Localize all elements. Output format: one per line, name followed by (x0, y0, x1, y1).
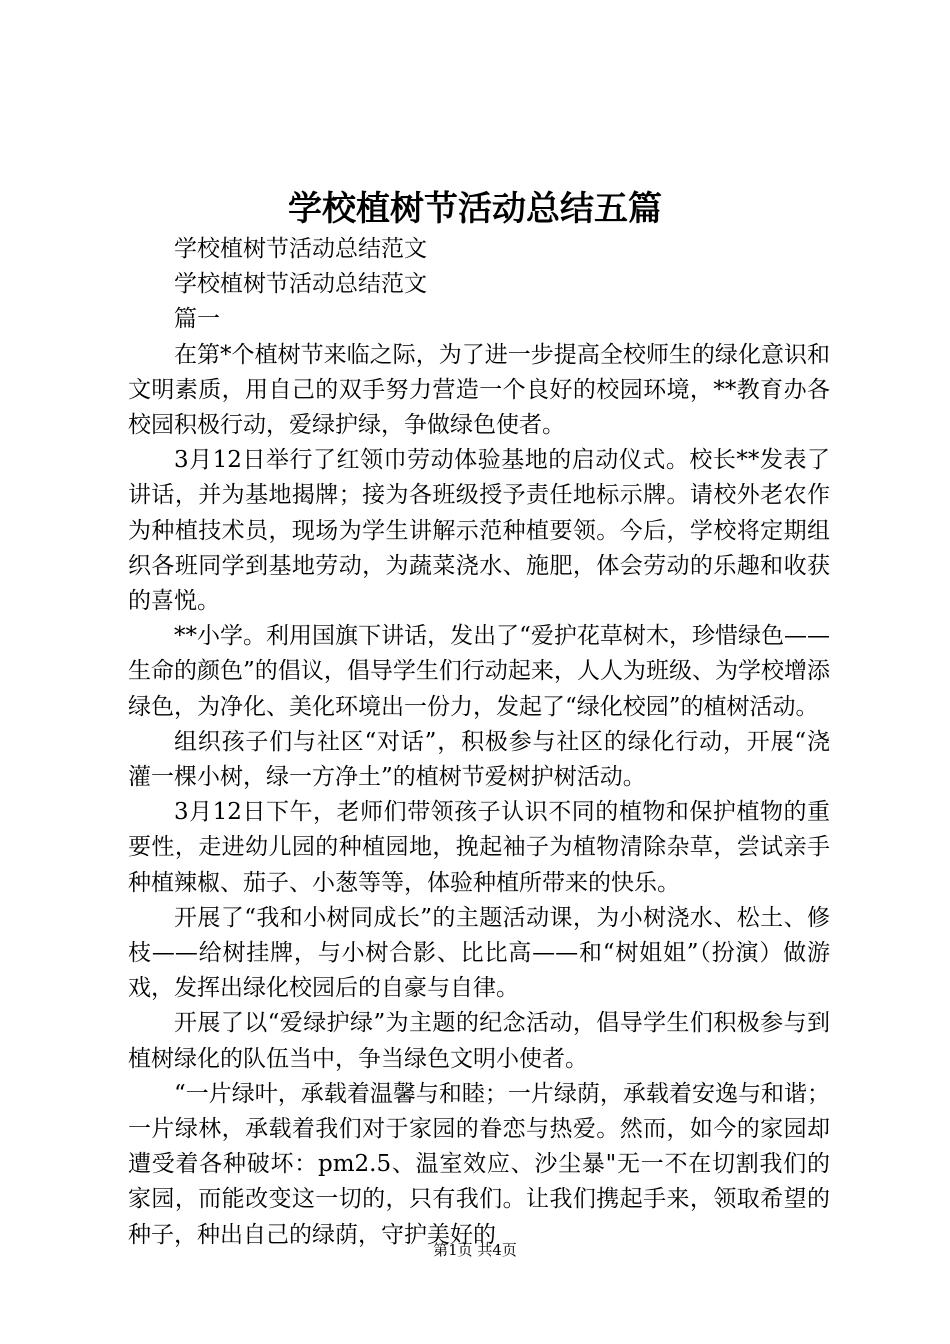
body-paragraph: 开展了“我和小树同成长”的主题活动课，为小树浇水、松土、修枝——给树挂牌，与小树合影、比比高——和“树姐姐”（扮演）做游戏，发挥出绿化校园后的自豪与自律。 (128, 904, 830, 1002)
page-number-footer: 第1页 共4页 (433, 1241, 517, 1259)
section-heading: 篇一 (174, 306, 220, 333)
subtitle-line: 学校植树节活动总结范文 (174, 236, 427, 262)
body-paragraph: 开展了以“爱绿护绿”为主题的纪念活动，倡导学生们积极参与到植树绿化的队伍当中，争当绿色文明小使者。 (128, 1010, 830, 1072)
document-body (128, 232, 830, 1253)
body-paragraph: 3月12日下午，老师们带领孩子认识不同的植物和保护植物的重要性，走进幼儿园的种植园地，挽起袖子为植物清除杂草，尝试亲手种植辣椒、茄子、小葱等等，体验种植所带来的快乐。 (128, 799, 830, 896)
body-paragraph: 在第*个植树节来临之际，为了进一步提高全校师生的绿化意识和文明素质，用自己的双手努力营造一个良好的校园环境，**教育办各校园积极行动，爱绿护绿，争做绿色使者。 (128, 341, 830, 439)
body-paragraph: **小学。利用国旗下讲话，发出了“爱护花草树木，珍惜绿色——生命的颜色”的倡议，倡导学生们行动起来，人人为班级、为学校增添绿色，为净化、美化环境出一份力，发起了“绿化校园”的植树活动。 (128, 623, 830, 720)
page-title: 学校植树节活动总结五篇 (288, 189, 662, 229)
subtitle-line: 学校植树节活动总结范文 (174, 271, 427, 298)
body-paragraph: “一片绿叶，承载着温馨与和睦；一片绿荫，承载着安逸与和谐；一片绿林，承载着我们对于家园的眷恋与热爱。然而，如今的家园却遭受着各种破坏：pm2.5、温室效应、沙尘暴"无一不在切割我们的家园，而能改变这一切的，只有我们。让我们携起手来，领取希望的种子，种出自己的绿荫，守护美好的 (128, 1080, 830, 1248)
body-paragraph: 3月12日举行了红领巾劳动体验基地的启动仪式。校长**发表了讲话，并为基地揭牌；接为各班级授予责任地标示牌。请校外老农作为种植技术员，现场为学生讲解示范种植要领。今后，学校将定期组织各班同学到基地劳动，为蔬菜浇水、施肥，体会劳动的乐趣和收获的喜悦。 (128, 447, 830, 615)
body-paragraph: 组织孩子们与社区“对话”，积极参与社区的绿化行动，开展“浇灌一棵小树，绿一方净土”的植树节爱树护树活动。 (128, 728, 830, 791)
